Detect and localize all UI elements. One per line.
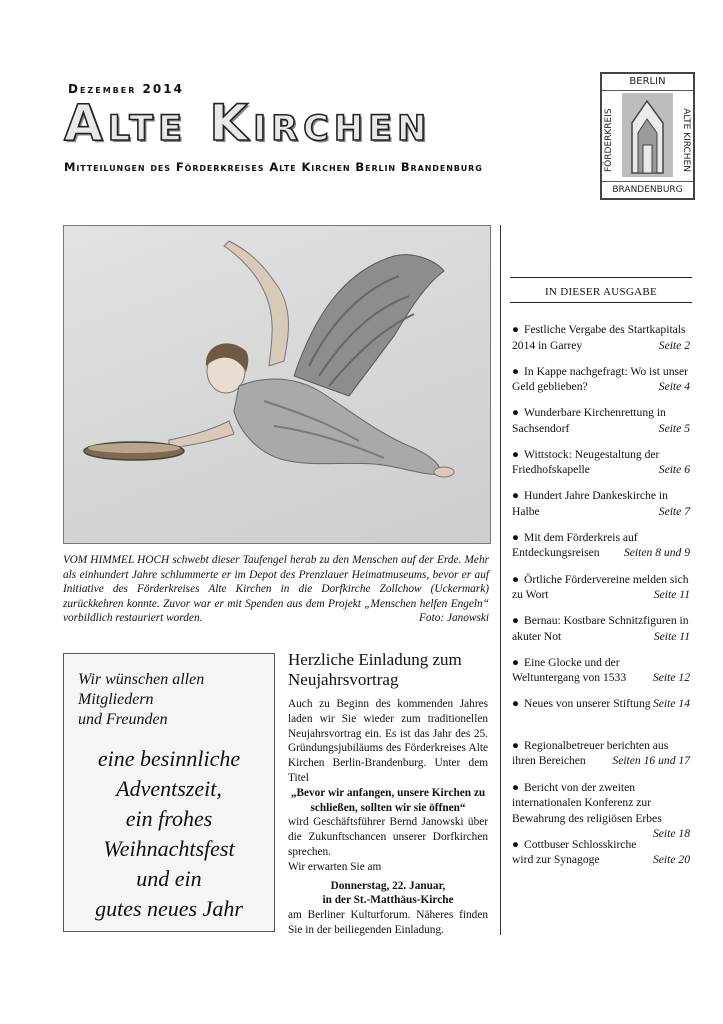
photo-caption <box>63 553 489 626</box>
toc-item[interactable] <box>512 572 690 614</box>
toc-item-page: Seite 2 <box>658 338 690 352</box>
toc-item-page: Seite 18 <box>652 827 690 841</box>
toc-item-text: Wunderbare Kirchenrettung in Sachsendorf <box>512 406 666 435</box>
bullet-icon: ● <box>512 572 520 586</box>
toc-item-text: Eine Glocke und der Weltuntergang von 1533 <box>512 655 627 685</box>
season-greetings-box <box>63 653 275 932</box>
toc-item[interactable] <box>512 837 690 879</box>
bullet-icon: ● <box>512 323 520 336</box>
toc-item-page: Seite 7 <box>658 504 690 518</box>
column-divider <box>500 225 501 935</box>
event-date: Donnerstag, 22. Januar, <box>330 879 446 892</box>
photo-credit: Foto: Janowski <box>419 612 489 625</box>
bullet-icon: ● <box>512 530 520 544</box>
toc-item[interactable] <box>512 780 690 841</box>
greeting-big-line: gutes neues Jahr <box>95 896 243 921</box>
article-paragraph: am Berliner Kulturforum. Näheres finden Sie in der beiliegenden Einladung. <box>288 909 488 936</box>
greeting-line: Mitgliedern <box>78 691 154 708</box>
toc-item-text: Bericht von der zweiten internationalen Konferenz zur Bewahrung des religiösen Erbes <box>512 780 662 825</box>
issue-date: Dezember 2014 <box>68 82 184 96</box>
logo-text-left: FÖRDERKREIS <box>604 108 614 172</box>
masthead-title: Alte Kirchen <box>64 94 432 152</box>
toc-item-text: Bernau: Kostbare Schnitzfiguren in akuter Not <box>512 614 689 643</box>
bullet-icon: ● <box>512 364 520 378</box>
bullet-icon: ● <box>512 406 520 420</box>
toc-item-page: Seite 11 <box>653 629 690 643</box>
greeting-big-line: Weihnachtsfest <box>103 836 235 861</box>
toc-item-page: Seite 6 <box>658 463 690 477</box>
toc-item-text: Hundert Jahre Dankeskirche in Halbe <box>512 489 668 518</box>
toc-heading: IN DIESER AUSGABE <box>510 277 692 303</box>
toc-item-text: Cottbuser Schlosskirche wird zur Synagoge <box>512 837 637 867</box>
bullet-icon: ● <box>512 447 520 461</box>
greeting-big-line: eine besinnliche <box>97 746 241 771</box>
toc-item[interactable] <box>512 655 690 697</box>
angel-photo <box>63 225 491 544</box>
greeting-line: und Freunden <box>78 711 168 728</box>
toc-item-page: Seite 11 <box>653 588 690 602</box>
event-location: in der St.-Matthäus-Kirche <box>322 894 454 907</box>
toc-item-text: Wittstock: Neugestaltung der Friedhofskapelle <box>512 447 660 477</box>
toc-item-page: Seiten 16 und 17 <box>612 754 690 768</box>
toc-item-page: Seiten 8 und 9 <box>623 546 690 560</box>
toc-item-page: Seite 20 <box>652 853 690 867</box>
toc-item[interactable] <box>512 364 690 406</box>
toc-item-text: In Kappe nachgefragt: Wo ist unser Geld geblieben? <box>512 364 689 394</box>
baptismal-angel-image <box>64 226 490 543</box>
article-paragraph: wird Geschäftsführer Bernd Janowski über die Zukunftschancen unserer Dorfkirchen sprechen. <box>288 816 488 858</box>
greeting-line: Wir wünschen allen <box>78 671 205 688</box>
toc-item[interactable] <box>512 488 690 530</box>
masthead-subtitle: Mitteilungen des Förderkreises Alte Kirchen Berlin Brandenburg <box>64 160 483 174</box>
toc-item-page: Seite 14 <box>652 697 690 711</box>
church-icon <box>622 93 673 177</box>
article-paragraph: Wir erwarten Sie am <box>288 860 382 873</box>
toc-item[interactable] <box>512 405 690 447</box>
bullet-icon: ● <box>512 489 520 503</box>
caption-text: VOM HIMMEL HOCH schwebt dieser Taufengel herab zu den Menschen auf der Erde. Mehr als einhundert Jahre schlummerte er im Depot des Prenzlauer Heimatmuseums, bevor er auf Initiative des Förderkreises Alte Kirchen in die Dorfkirche Zollchow (Uckermark) zurückkehren konnte. Zuvor war er mit Spenden aus dem Projekt „Menschen helfen Engeln“ vorbildlich restauriert worden. <box>63 554 489 625</box>
bullet-icon: ● <box>512 738 520 752</box>
logo <box>600 72 695 200</box>
lecture-title: „Bevor wir anfangen, unsere Kirchen zu schließen, sollten wir sie öffnen“ <box>290 786 486 814</box>
toc-item[interactable] <box>512 530 690 572</box>
toc-item[interactable] <box>512 696 690 738</box>
article-body <box>288 697 488 938</box>
article-paragraph: Auch zu Beginn des kommenden Jahres laden wir Sie wieder zum traditionellen Neujahrsvortrag ein. Es ist das Jahr des 25. Gründungsjubiläums des Förderkreises Alte Kirchen Berlin-Brandenburg. Unter dem Titel <box>288 698 488 784</box>
toc-item[interactable] <box>512 447 690 489</box>
toc-item-page: Seite 4 <box>658 380 690 394</box>
bullet-icon: ● <box>512 655 520 669</box>
bullet-icon: ● <box>512 837 520 851</box>
toc-item-text: Mit dem Förderkreis auf Entdeckungsreisen <box>512 530 638 560</box>
toc-item-text: Festliche Vergabe des Startkapitals 2014 in Garrey <box>512 323 686 352</box>
logo-text-right: ALTE KIRCHEN <box>681 108 691 172</box>
bullet-icon: ● <box>512 780 520 794</box>
greeting-big-line: und ein <box>136 866 202 891</box>
bullet-icon: ● <box>512 614 520 628</box>
bullet-icon: ● <box>512 697 520 711</box>
greeting-big-line: ein frohes <box>125 806 213 831</box>
toc-item-text: Regionalbetreuer berichten aus ihren Bereichen <box>512 738 669 768</box>
toc-item-text: Neues von unserer Stiftung <box>524 697 651 711</box>
greeting-intro <box>78 670 204 730</box>
toc-item-text: Örtliche Fördervereine melden sich zu Wort <box>512 572 689 602</box>
greeting-main <box>64 744 274 924</box>
greeting-big-line: Adventszeit, <box>116 776 222 801</box>
toc-item[interactable] <box>512 613 690 655</box>
toc-list <box>512 322 690 878</box>
toc-item[interactable] <box>512 738 690 780</box>
toc-item[interactable] <box>512 322 690 364</box>
toc-item-page: Seite 12 <box>652 671 690 685</box>
logo-text-bottom: BRANDENBURG <box>602 181 693 198</box>
article-title: Herzliche Einladung zum Neujahrsvortrag <box>288 650 462 689</box>
logo-text-top: BERLIN <box>602 74 693 91</box>
toc-item-page: Seite 5 <box>658 421 690 435</box>
